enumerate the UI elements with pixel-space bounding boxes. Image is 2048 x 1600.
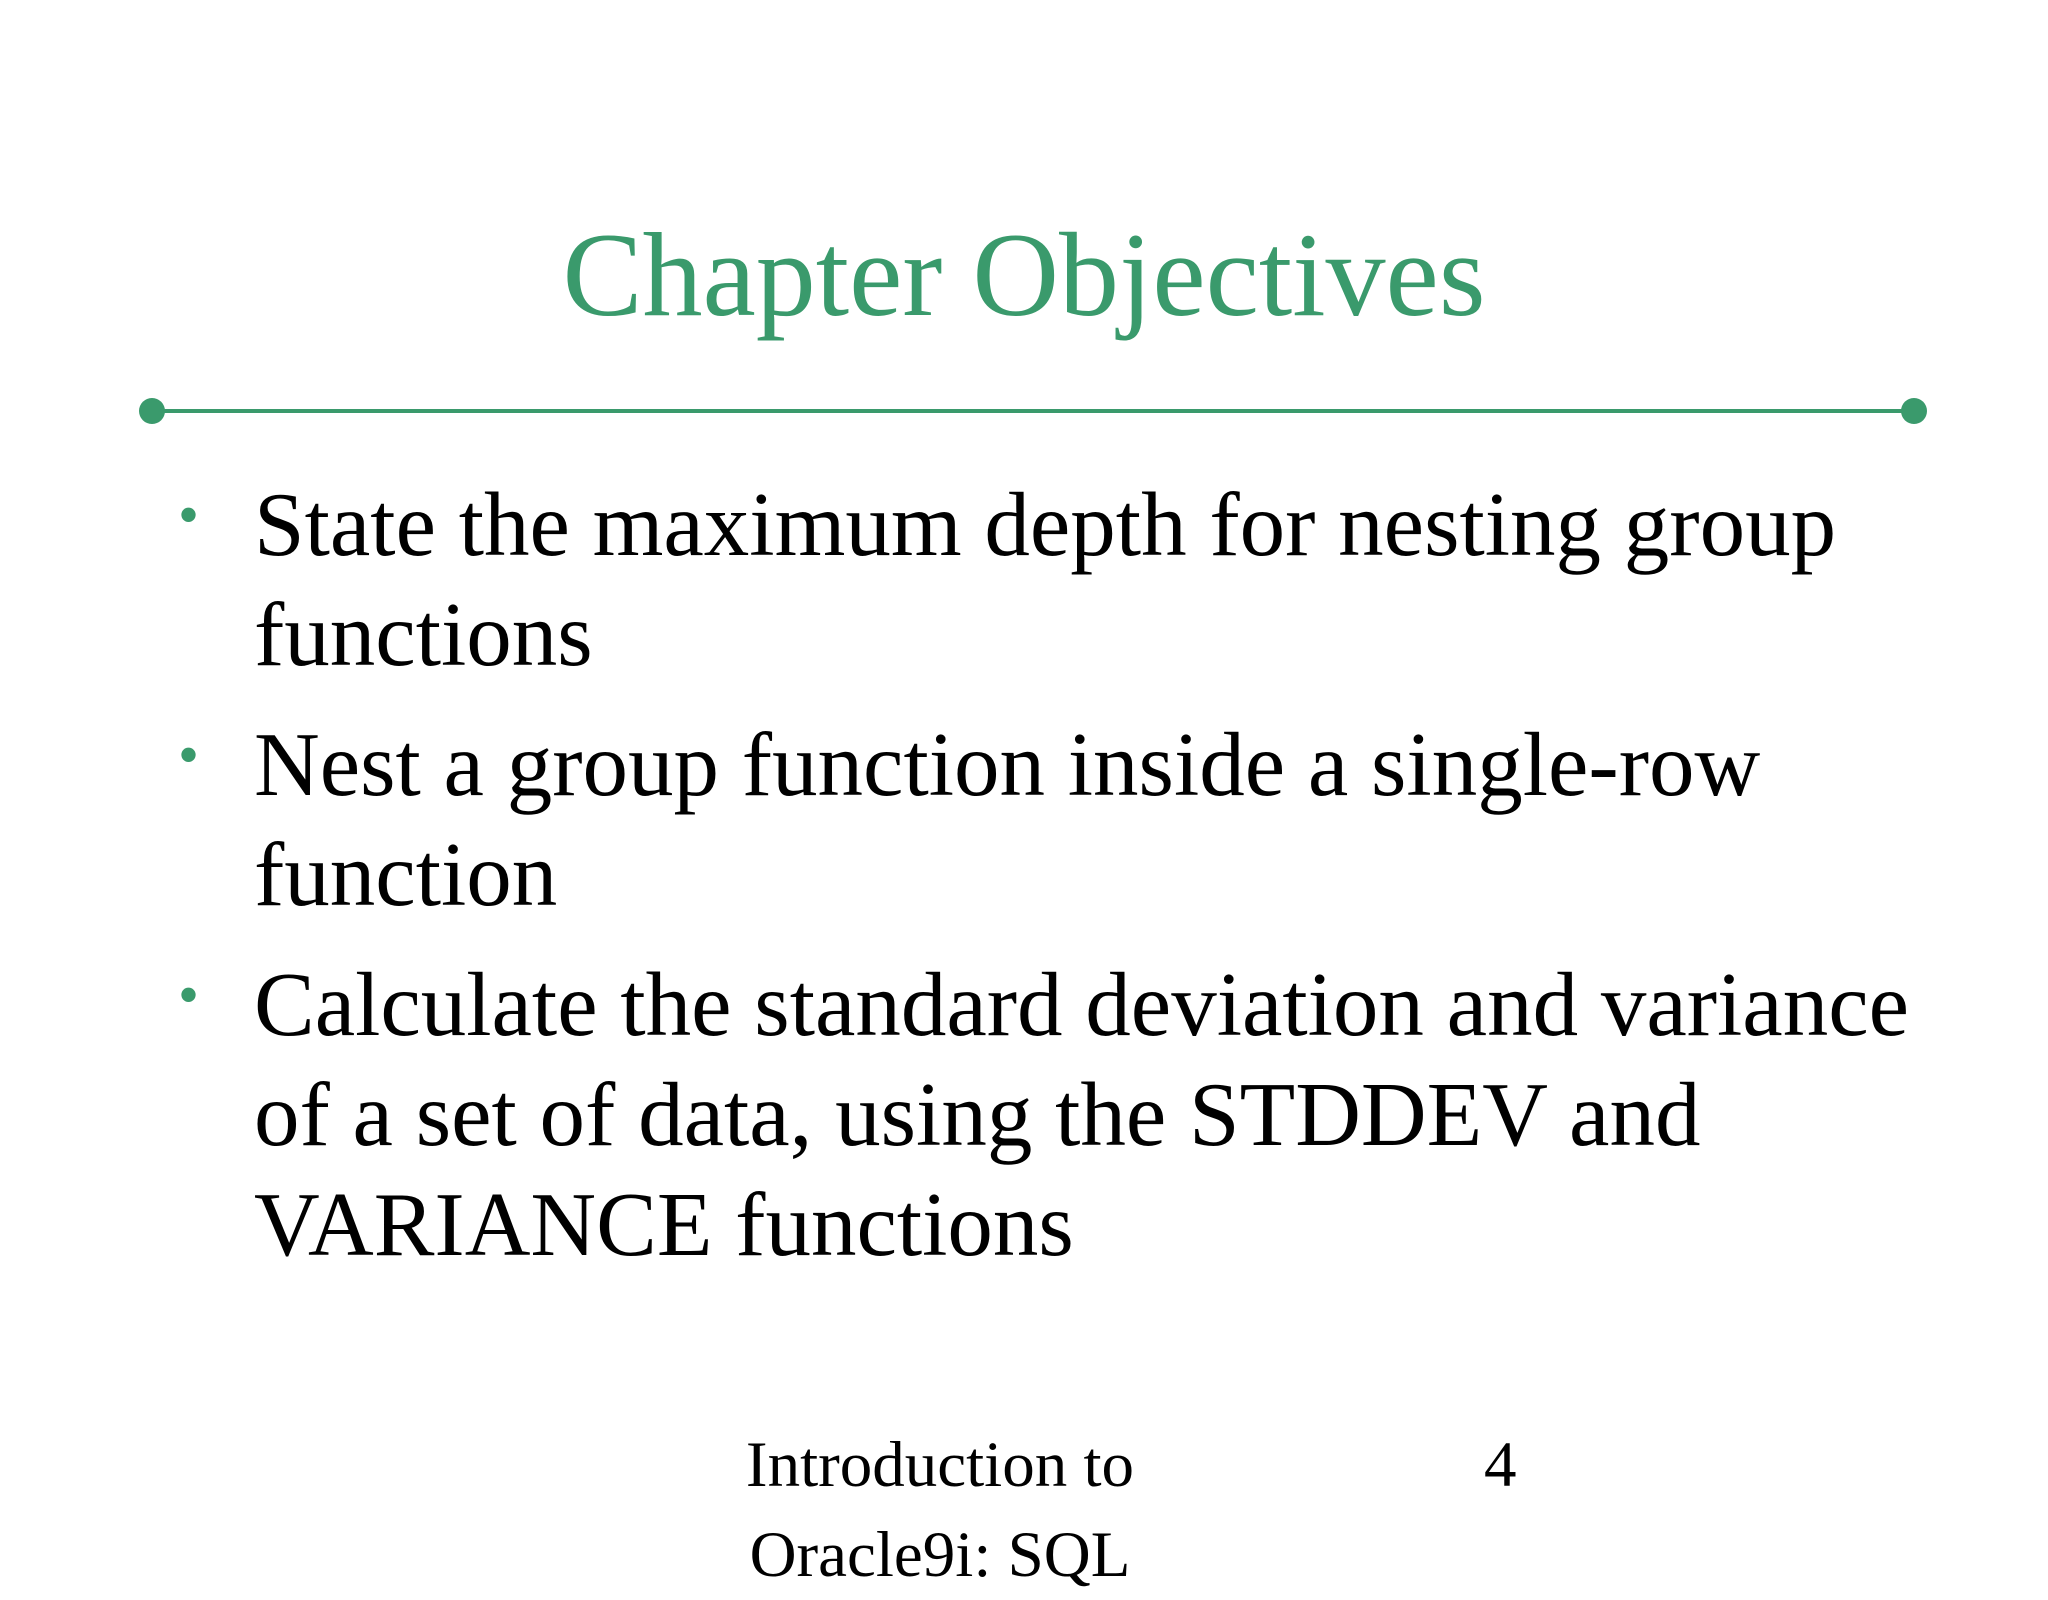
- divider-right-endpoint: [1901, 398, 1927, 424]
- objectives-list: [178, 470, 1978, 1300]
- bullet-icon: •: [178, 482, 200, 548]
- objective-text: Calculate the standard deviation and variance of a set of data, using the STDDEV and VARIANCE functions: [254, 954, 1909, 1275]
- objective-text: State the maximum depth for nesting group functions: [254, 474, 1837, 685]
- divider-left-endpoint: [139, 398, 165, 424]
- page-number: 4: [1484, 1429, 1517, 1501]
- objective-item: [178, 950, 1978, 1280]
- bullet-icon: •: [178, 962, 200, 1028]
- slide-title: Chapter Objectives: [562, 208, 1486, 341]
- objective-text: Nest a group function inside a single-row function: [254, 714, 1761, 925]
- title-divider: [138, 396, 1928, 426]
- objective-item: [178, 710, 1978, 930]
- footer-course-title: Introduction to Oracle9i: SQL: [745, 1429, 1135, 1591]
- bullet-icon: •: [178, 722, 200, 788]
- objective-item: [178, 470, 1978, 690]
